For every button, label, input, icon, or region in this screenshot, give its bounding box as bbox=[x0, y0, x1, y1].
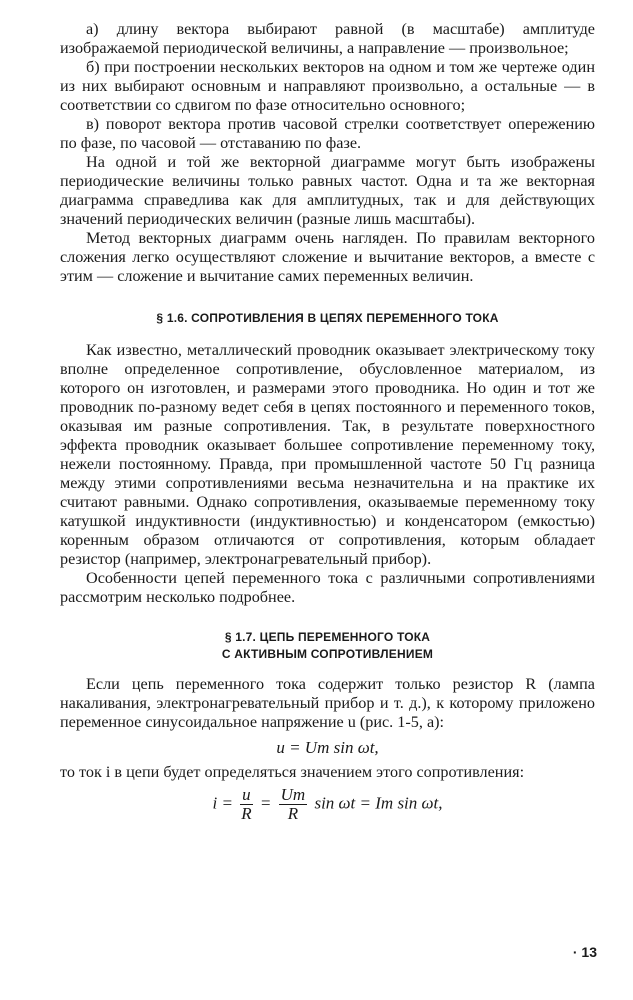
fraction bbox=[279, 786, 308, 823]
equals-sign: = bbox=[259, 793, 272, 813]
page-number: · 13 bbox=[572, 944, 597, 960]
numerator: u bbox=[242, 785, 251, 804]
fraction bbox=[240, 786, 253, 823]
heading-line: § 1.7. ЦЕПЬ ПЕРЕМЕННОГО ТОКА bbox=[224, 630, 431, 644]
paragraph: Метод векторных диаграмм очень нагляден. По правилам векторного сложения легко осуществляют сложение и вычитание векторов, а вместе с этим — сложение и вычитание самих переменных величин. bbox=[60, 229, 595, 285]
denominator: R bbox=[287, 804, 299, 823]
paragraph: Если цепь переменного тока содержит только резистор R (лампа накаливания, электронагревательный прибор и т. д.), к которому приложено переменное синусоидальное напряжение u (рис. 1-5, а): bbox=[60, 675, 595, 731]
formula-current bbox=[60, 786, 595, 823]
heading-line: С АКТИВНЫМ СОПРОТИВЛЕНИЕМ bbox=[221, 647, 434, 661]
paragraph: Как известно, металлический проводник оказывает электрическому току вполне определенное сопротивление, обусловленное материалом, из которого он изготовлен, и размерами этого проводника. Но один и тот же проводник по-разному ведет себя в цепях постоянного и переменного токов, оказывая им разные сопротивления. Так, в результате поверхностного эффекта проводник оказывает большее сопротивление переменному току, нежели постоянному. Правда, при промышленной частоте 50 Гц разница между этими сопротивлениями весьма незначительна и на практике их считают равными. Однако сопротивления, оказываемые переменному току катушкой индуктивности (индуктивностью) и конденсатором (емкостью) коренным образом отличаются от сопротивления, которым обладает резистор (например, электронагревательный прибор). bbox=[60, 341, 595, 568]
section-heading-1-6: § 1.6. СОПРОТИВЛЕНИЯ В ЦЕПЯХ ПЕРЕМЕННОГО ТОКА bbox=[156, 311, 499, 325]
formula-lhs: i = bbox=[212, 793, 233, 813]
paragraph: Особенности цепей переменного тока с различными сопротивлениями рассмотрим несколько подробнее. bbox=[60, 569, 595, 606]
section-heading-1-7 bbox=[60, 629, 595, 663]
list-item-b: б) при построении нескольких векторов на одном и том же чертеже один из них выбирают основным и направляют произвольно, а остальные — в соответствии со сдвигом по фазе относительно основного; bbox=[60, 58, 595, 114]
list-item-a: а) длину вектора выбирают равной (в масштабе) амплитуде изображаемой периодической величины, а направление — произвольное; bbox=[60, 20, 595, 57]
paragraph: то ток i в цепи будет определяться значением этого сопротивления: bbox=[60, 763, 525, 781]
paragraph: На одной и той же векторной диаграмме могут быть изображены периодические величины только равных частот. Одна и та же векторная диаграмма справедлива как для амплитудных, так и для действующих значений периодических величин (разные лишь масштабы). bbox=[60, 153, 595, 228]
numerator: Um bbox=[280, 785, 306, 804]
book-page bbox=[60, 20, 595, 829]
list-item-c: в) поворот вектора против часовой стрелки соответствует опережению по фазе, по часовой — отставанию по фазе. bbox=[60, 115, 595, 152]
formula-voltage: u = Um sin ωt, bbox=[276, 738, 379, 757]
denominator: R bbox=[241, 804, 252, 823]
formula-rhs: sin ωt = Im sin ωt, bbox=[314, 793, 443, 813]
